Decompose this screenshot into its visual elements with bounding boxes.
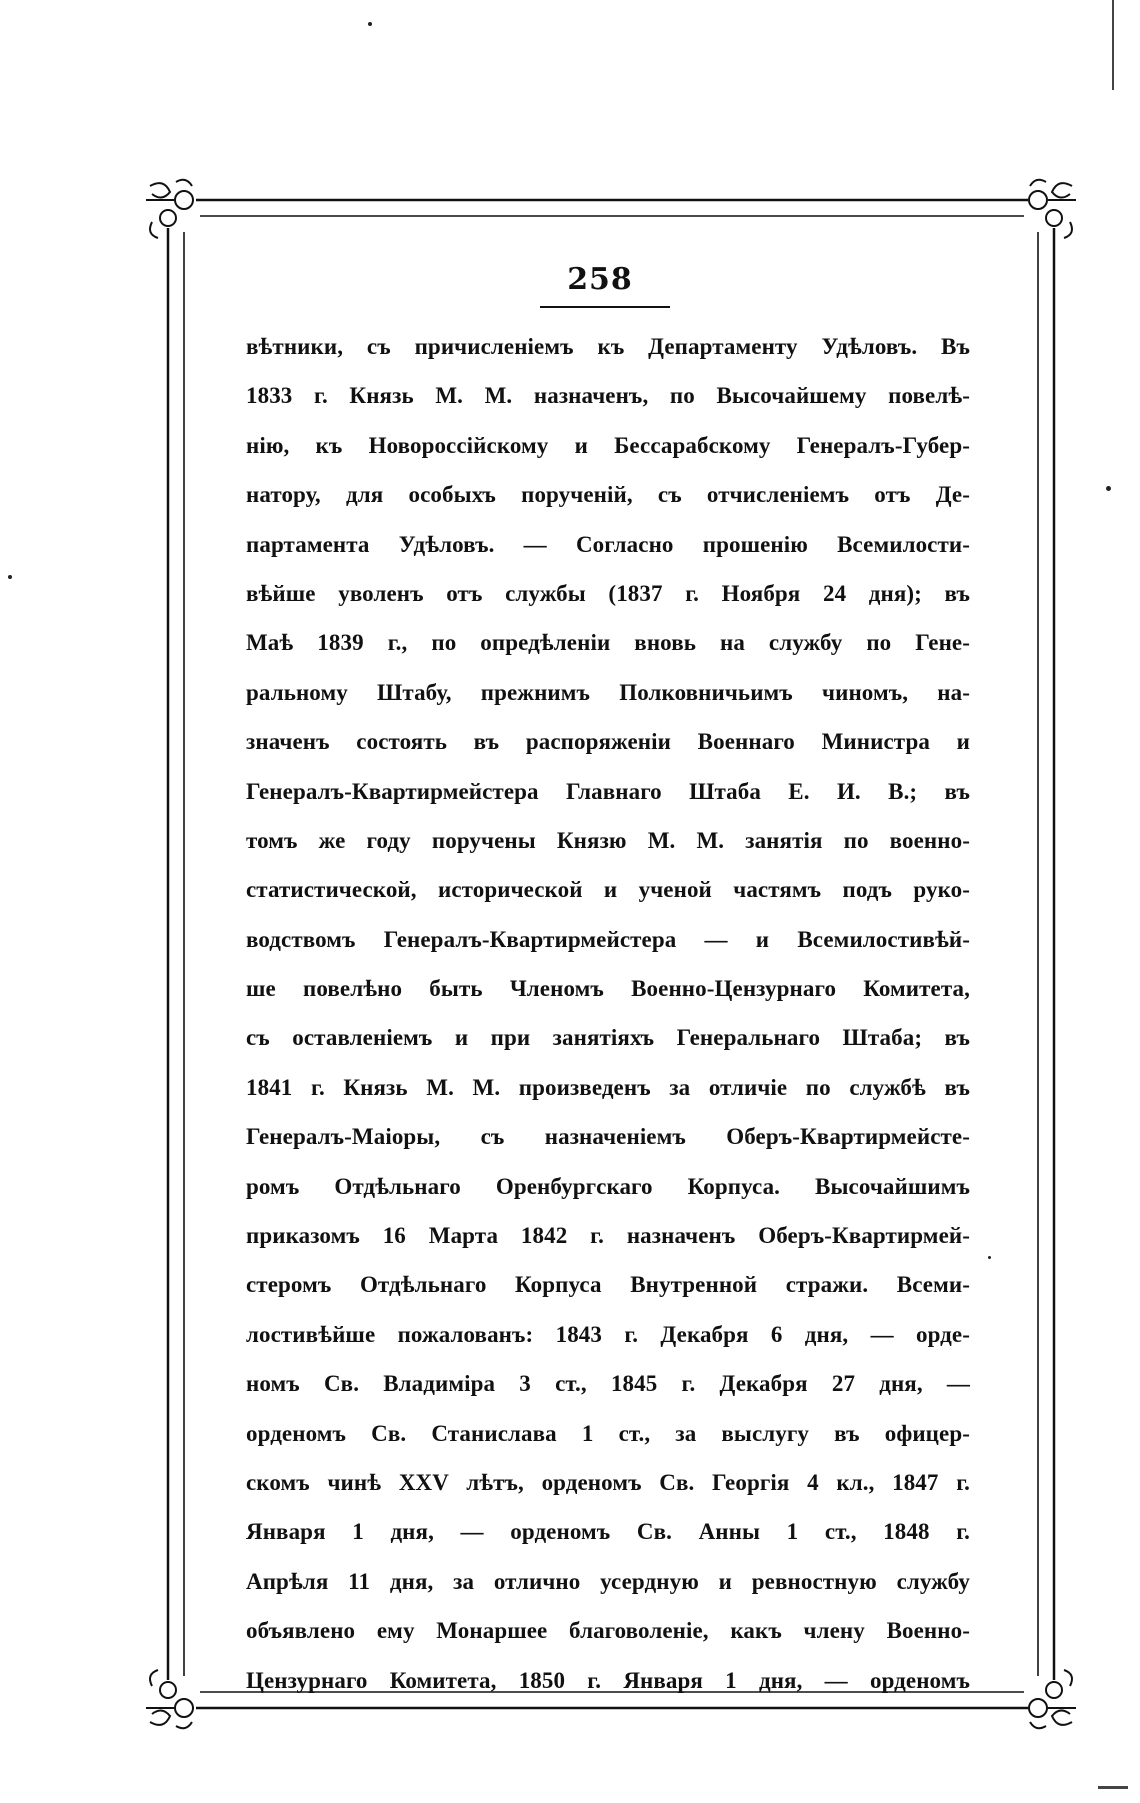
scan-speck: [8, 575, 12, 579]
text-line: скомъ чинѣ XXV лѣтъ, орденомъ Св. Георгія 4 кл., 1847 г.: [246, 1469, 970, 1495]
corner-ornament-top-left: [146, 180, 193, 238]
text-line: 1833 г. Князь М. М. назначенъ, по Высочайшему повелѣ-: [246, 383, 970, 409]
text-line: объявлено ему Монаршее благоволеніе, какъ члену Военно-: [246, 1618, 970, 1644]
corner-ornament-bottom-left: [146, 1670, 193, 1728]
scan-speck: [1106, 486, 1111, 491]
page-number: 258: [567, 262, 633, 297]
corner-ornament-top-right: [1029, 180, 1076, 238]
text-line: приказомъ 16 Марта 1842 г. назначенъ Оберъ-Квартирмей-: [246, 1223, 970, 1249]
text-line: партамента Удѣловъ. — Согласно прошенію Всемилости-: [246, 531, 970, 557]
page-number-underline: [540, 306, 670, 308]
body-text: [246, 322, 970, 1705]
text-line: нію, къ Новороссійскому и Бессарабскому Генералъ-Губер-: [246, 432, 970, 458]
text-line: ральному Штабу, прежнимъ Полковничьимъ чиномъ, на-: [246, 679, 970, 705]
text-line: Генералъ-Маіоры, съ назначеніемъ Оберъ-Квартирмейсте-: [246, 1124, 970, 1150]
text-line: стеромъ Отдѣльнаго Корпуса Внутренной стражи. Всеми-: [246, 1272, 970, 1298]
text-line: Января 1 дня, — орденомъ Св. Анны 1 ст., 1848 г.: [246, 1519, 970, 1545]
text-line: съ оставленіемъ и при занятіяхъ Генеральнаго Штаба; въ: [246, 1025, 970, 1051]
text-line: номъ Св. Владиміра 3 ст., 1845 г. Декабря 27 дня, —: [246, 1371, 970, 1397]
text-line: значенъ состоять въ распоряженіи Военнаго Министра и: [246, 729, 970, 755]
text-line: ромъ Отдѣльнаго Оренбургскаго Корпуса. Высочайшимъ: [246, 1173, 970, 1199]
text-line: Маѣ 1839 г., по опредѣленіи вновь на службу по Гене-: [246, 630, 970, 656]
text-line: лостивѣйше пожалованъ: 1843 г. Декабря 6 дня, — орде-: [246, 1321, 970, 1347]
corner-ornament-bottom-right: [1029, 1670, 1076, 1728]
text-line: вѣйше уволенъ отъ службы (1837 г. Ноября 24 дня); въ: [246, 580, 970, 606]
text-line: натору, для особыхъ порученій, съ отчисленіемъ отъ Де-: [246, 482, 970, 508]
scan-edge-mark: [1112, 0, 1114, 90]
scan-edge-mark: [1098, 1786, 1128, 1789]
text-line: ше повелѣно быть Членомъ Военно-Цензурнаго Комитета,: [246, 976, 970, 1002]
text-line: орденомъ Св. Станислава 1 ст., за выслугу въ офицер-: [246, 1420, 970, 1446]
text-line: томъ же году поручены Князю М. М. занятія по военно-: [246, 827, 970, 853]
scan-speck: [988, 1256, 991, 1259]
text-line: Генералъ-Квартирмейстера Главнаго Штаба Е. И. В.; въ: [246, 778, 970, 804]
scan-speck: [368, 22, 372, 26]
text-line: Апрѣля 11 дня, за отлично усердную и ревностную службу: [246, 1568, 970, 1594]
text-line: вѣтники, съ причисленіемъ къ Департаменту Удѣловъ. Въ: [246, 334, 970, 359]
text-line: водствомъ Генералъ-Квартирмейстера — и Всемилостивѣй-: [246, 926, 970, 952]
text-line: 1841 г. Князь М. М. произведенъ за отличіе по службѣ въ: [246, 1074, 970, 1100]
text-line: статистической, исторической и ученой частямъ подъ руко-: [246, 877, 970, 903]
text-line: Цензурнаго Комитета, 1850 г. Января 1 дня, — орденомъ: [246, 1667, 970, 1693]
